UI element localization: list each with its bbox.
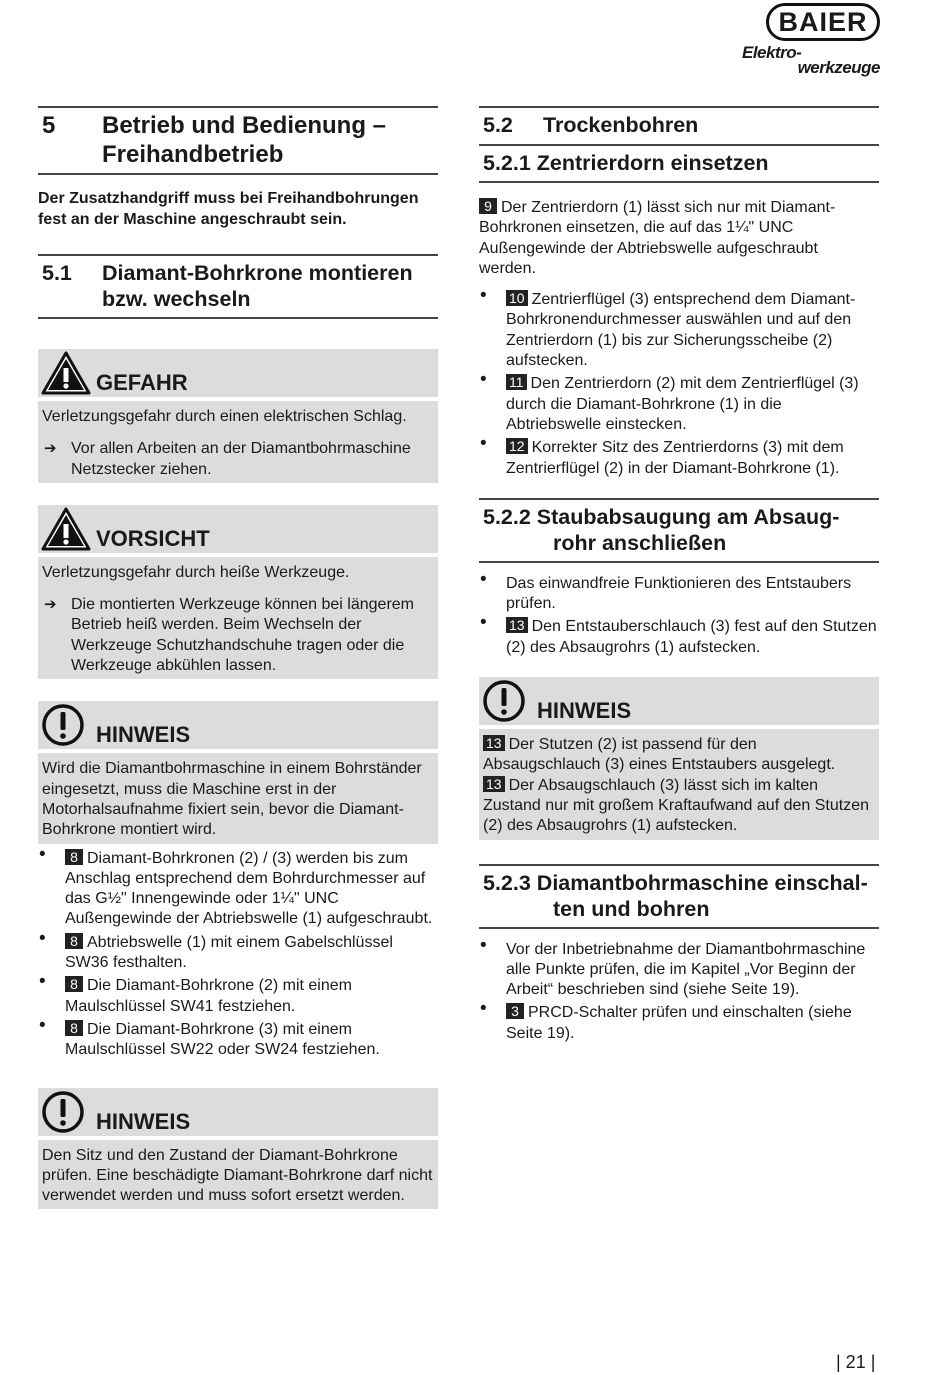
- vorsicht-body: [38, 557, 438, 679]
- gefahr-instruction-text: Vor allen Arbeiten an der Diamantbohrmaschine Netzstecker ziehen.: [71, 440, 411, 478]
- hinweis-label: HINWEIS: [96, 1108, 191, 1134]
- figure-ref: 3: [506, 1003, 524, 1019]
- brand-logo: [740, 3, 880, 78]
- section-number: 5.1: [42, 261, 72, 285]
- list-item-text: Die Diamant-Bohrkrone (3) mit einem Maulschlüssel SW22 oder SW24 festziehen.: [65, 1020, 380, 1059]
- hinweis-box-3: [479, 677, 879, 839]
- figure-ref: 8: [65, 976, 83, 992]
- section-title: Diamant-Bohrkrone montieren bzw. wechseln: [102, 261, 413, 311]
- page-number: | 21 |: [836, 1352, 876, 1372]
- section-heading-5-2-1: 5.2.1 Zentrierdorn einsetzen: [479, 144, 879, 183]
- list-item: [479, 1003, 879, 1044]
- heading-line-1: 5.2.3 Diamantbohrmaschine einschal-: [483, 870, 868, 895]
- centering-steps-list: [479, 290, 879, 479]
- list-item-text: Abtriebswelle (1) mit einem Gabelschlüssel SW36 festhalten.: [65, 933, 393, 972]
- list-item-text: Korrekter Sitz des Zentrierdorns (3) mit dem Zentrierflügel (2) in der Diamant-Bohrkrone (1).: [506, 439, 844, 477]
- exclamation-circle-icon: [41, 1090, 85, 1139]
- section-heading-5-2-2: [479, 498, 879, 563]
- list-item: [38, 1020, 438, 1061]
- list-item: [38, 849, 438, 930]
- hinweis-box-2: [38, 1088, 438, 1210]
- section-heading-5-2: [479, 106, 879, 144]
- hinweis-body: [38, 1140, 438, 1210]
- hinweis-text-2: [483, 776, 875, 837]
- vorsicht-instruction: [42, 595, 434, 676]
- gefahr-body: [38, 401, 438, 483]
- heading-line-1: 5.2.2 Staubabsaugung am Absaug-: [483, 504, 840, 529]
- arrow-right-icon: ➔: [44, 440, 57, 458]
- figure-ref: 12: [506, 438, 528, 454]
- mounting-steps-list: [38, 849, 438, 1061]
- centering-paragraph: [479, 198, 879, 279]
- exclamation-circle-icon: [482, 679, 526, 728]
- section-heading-5-1: [38, 254, 438, 319]
- dust-extraction-list: [479, 574, 879, 658]
- hinweis-label: HINWEIS: [96, 722, 191, 748]
- list-item-text: Den Entstauberschlauch (3) fest auf den Stutzen (2) des Absaugrohrs (1) aufstecken.: [506, 618, 877, 656]
- hinweis-body: [479, 729, 879, 839]
- list-item: [479, 574, 879, 615]
- figure-ref: 8: [65, 849, 83, 865]
- figure-ref: 13: [483, 735, 505, 751]
- vorsicht-label: VORSICHT: [96, 525, 210, 551]
- hinweis-header: [38, 1088, 438, 1136]
- warning-triangle-icon: [41, 507, 91, 556]
- vorsicht-text: Verletzungsgefahr durch heiße Werkzeuge.: [42, 563, 350, 581]
- section-number: 5.2: [483, 113, 513, 137]
- section-heading-5-2-3: [479, 864, 879, 929]
- hinweis-body: [38, 753, 438, 843]
- section-title: Trockenbohren: [543, 113, 699, 137]
- hinweis-header: [38, 701, 438, 749]
- figure-ref: 8: [65, 933, 83, 949]
- heading-line-2: rohr anschließen: [553, 530, 727, 555]
- section-number: 5: [42, 112, 56, 139]
- list-item-text: Das einwandfreie Funktionieren des Entstaubers prüfen.: [506, 574, 852, 613]
- logo-brand: BAIER: [766, 3, 880, 41]
- gefahr-instruction: [42, 439, 434, 480]
- list-item-text: Zentrierflügel (3) entsprechend dem Diamant-Bohrkronendurchmesser auswählen und auf den Zentrierdorn (1) bis zur Sicherungsscheibe (2) aufstecken.: [506, 291, 856, 370]
- logo-line1: Elektro-: [742, 43, 802, 62]
- paragraph-text: Der Zentrierdorn (1) lässt sich nur mit Diamant-Bohrkronen einsetzen, die auf das 1¼" UNC Außengewinde der Abtriebswelle aufgeschraubt werden.: [479, 199, 836, 277]
- list-item: [479, 290, 879, 371]
- warning-triangle-icon: [41, 351, 91, 400]
- hinweis-label: HINWEIS: [537, 698, 632, 724]
- list-item-text: Diamant-Bohrkronen (2) / (3) werden bis zum Anschlag entsprechend dem Bohrdurchmesser auf das G½" Innengewinde oder 1¼" UNC Außengewinde der Abtriebswelle (1) aufgeschraubt.: [65, 849, 433, 928]
- hinweis-text-1: [483, 735, 875, 776]
- logo-line2: werkzeuge: [797, 58, 880, 77]
- list-item-text: Den Zentrierdorn (2) mit dem Zentrierflügel (3) durch die Diamant-Bohrkrone (1) in die Abtriebswelle einstecken.: [506, 375, 859, 433]
- right-column: [479, 106, 879, 1044]
- section-title: Betrieb und Bedienung – Freihandbetrieb: [102, 112, 387, 168]
- section-heading-5: [38, 106, 438, 175]
- figure-ref: 10: [506, 290, 528, 306]
- vorsicht-box: [38, 505, 438, 679]
- figure-ref: 8: [65, 1020, 83, 1036]
- vorsicht-header: [38, 505, 438, 553]
- arrow-right-icon: ➔: [44, 596, 57, 614]
- paragraph-text: Der Absaugschlauch (3) lässt sich im kalten Zustand nur mit großem Kraftaufwand auf den Stutzen (2) des Absaugrohrs (1) aufstecken.: [483, 776, 869, 835]
- gefahr-box: [38, 349, 438, 483]
- paragraph-text: Der Stutzen (2) ist passend für den Absaugschlauch (3) eines Entstaubers ausgelegt.: [483, 736, 836, 774]
- list-item: [38, 933, 438, 974]
- list-item: [38, 976, 438, 1017]
- figure-ref: 9: [479, 198, 497, 214]
- list-item: [479, 438, 879, 479]
- gefahr-header: [38, 349, 438, 397]
- list-item-text: Vor der Inbetriebnahme der Diamantbohrmaschine alle Punkte prüfen, die im Kapitel „Vor Beginn der Arbeit“ beschrieben sind (siehe Seite 19).: [506, 940, 866, 999]
- hinweis-text: Wird die Diamantbohrmaschine in einem Bohrständer eingesetzt, muss die Maschine erst in der Motorhalsaufnahme fixiert sein, bevor die Diamant-Bohrkrone montiert wird.: [42, 760, 422, 839]
- list-item: [479, 374, 879, 435]
- left-column: [38, 106, 438, 1209]
- gefahr-text: Verletzungsgefahr durch einen elektrischen Schlag.: [42, 408, 407, 425]
- figure-ref: 13: [483, 776, 505, 792]
- list-item: [479, 940, 879, 1001]
- figure-ref: 11: [506, 374, 527, 390]
- hinweis-box-1: [38, 701, 438, 843]
- list-item: [479, 617, 879, 658]
- vorsicht-instruction-text: Die montierten Werkzeuge können bei längerem Betrieb heiß werden. Beim Wechseln der Werkzeuge Schutzhandschuhe tragen oder die Werkzeuge abkühlen lassen.: [71, 596, 415, 675]
- lead-paragraph: Der Zusatzhandgriff muss bei Freihandbohrungen fest an der Maschine angeschraubt sein.: [38, 190, 419, 228]
- heading-line-2: ten und bohren: [553, 896, 710, 921]
- figure-ref: 13: [506, 617, 528, 633]
- switch-on-list: [479, 940, 879, 1044]
- list-item-text: Die Diamant-Bohrkrone (2) mit einem Maulschlüssel SW41 festziehen.: [65, 977, 352, 1015]
- list-item-text: PRCD-Schalter prüfen und einschalten (siehe Seite 19).: [506, 1004, 852, 1042]
- gefahr-label: GEFAHR: [96, 370, 188, 395]
- hinweis-header: [479, 677, 879, 725]
- hinweis-text: Den Sitz und den Zustand der Diamant-Bohrkrone prüfen. Eine beschädigte Diamant-Bohrkrone darf nicht verwendet werden und muss sofort ersetzt werden.: [42, 1146, 433, 1205]
- exclamation-circle-icon: [41, 703, 85, 752]
